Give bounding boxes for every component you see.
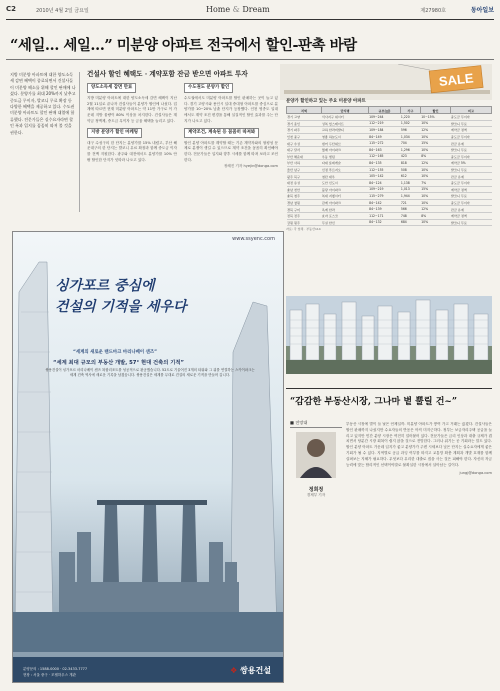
table-grid <box>286 106 492 226</box>
table-header-cell: 가구 <box>400 107 420 114</box>
apartment-complex-photo <box>286 296 492 374</box>
table-cell: 강원 원주 <box>287 219 322 226</box>
table-cell: 우동 센텀 <box>321 153 368 160</box>
table-cell: 중도금 무이자 <box>450 133 491 140</box>
section-box-heading: 양도소득세 감면 만료 <box>87 83 136 93</box>
table-row <box>287 140 492 147</box>
table-header-cell: 단지명 <box>321 107 368 114</box>
ad-tagline <box>55 276 186 318</box>
table-cell: 신정 푸르지오 <box>321 166 368 173</box>
table-row <box>287 114 492 121</box>
table-cell: 충북 청주 <box>287 193 322 200</box>
ad-tagline-line-2: 건설의 기적을 세우다 <box>55 299 187 315</box>
table-cell: 잔금 유예 <box>450 206 491 213</box>
table-cell: 84~132 <box>369 219 401 226</box>
table-cell: 월배 아이파크 <box>321 146 368 153</box>
table-cell: 발코니 무료 <box>450 120 491 127</box>
table-cell: 818 <box>400 160 420 167</box>
table-cell: 계약금 정액 <box>450 127 491 134</box>
table-cell: 84~163 <box>369 146 401 153</box>
ad-contact-line-1: 분양문의 : 1588-0000 · 02-3433-7777 <box>23 667 88 671</box>
ad-copy-headline: “세계 최대 규모의 부동산 개발, 57° 현대 건축의 기적” <box>53 360 184 366</box>
table-cell: 684 <box>400 219 420 226</box>
ad-tagline-line-1: 싱가포르 중심에 <box>55 278 155 294</box>
table-cell: 복대 지웰시티 <box>321 193 368 200</box>
table-row <box>287 199 492 206</box>
table-cell: 12% <box>421 206 451 213</box>
table-cell: 도안 신도시 <box>321 179 368 186</box>
table-cell: 1,296 <box>400 146 420 153</box>
table-cell: 10~15% <box>421 114 451 121</box>
table-cell: 잔금 유예 <box>450 140 491 147</box>
table-cell: 발코니 무료 <box>450 193 491 200</box>
section-title-b: Dream <box>242 5 270 14</box>
sale-sign-image <box>280 64 492 100</box>
table-cell: 교하 한라비발디 <box>321 127 368 134</box>
table-cell: 112~219 <box>369 120 401 127</box>
headline-rule <box>6 59 494 60</box>
table-cell: 울산 남구 <box>287 166 322 173</box>
header-rule <box>6 19 494 20</box>
article-column-2 <box>184 80 278 230</box>
table-cell: 84~124 <box>369 179 401 186</box>
ad-copy-body: 쌍용건설이 싱가포르 마리나베이 샌즈 복합리조트를 성공적으로 완공했습니다. 52도로 기울어진 3개의 타워와 그 위를 연결하는 스카이파크는 세계 건축 역사에 새로운 기록을 남겼습니다. 쌍용건설은 세계를 무대로 건설의 새로운 기적을 만들어 갑니다. <box>45 368 255 378</box>
table-cell: 충남 천안 <box>287 186 322 193</box>
article-text: 수도권에서도 미분양 아파트를 할인 판매하는 곳이 늘고 있다. 경기 고양시와 용인시 일대 중대형 아파트를 중심으로 분양가를 10~20% 낮춘 단지가 등장했다. 인천 영종도 일대에서도 계약 조건 변경을 통해 실질적인 할인 효과를 주는 단지가 나오고 있다. <box>184 95 278 123</box>
article-column-1 <box>87 80 177 230</box>
table-cell: 잔금 유예 <box>450 173 491 180</box>
table-cell: 발코니 무료 <box>450 166 491 173</box>
table-cell: 10% <box>421 166 451 173</box>
table-cell: 경기 용인 <box>287 120 322 127</box>
table-cell: 계약금 5% <box>450 160 491 167</box>
table-header-cell: 할인 <box>421 107 451 114</box>
sale-sign-text: SALE <box>438 70 475 89</box>
section-title: Home & Dream <box>206 5 270 14</box>
table-header-cell: 규모(㎡) <box>369 107 401 114</box>
table-cell: 옥계 한라 <box>321 206 368 213</box>
newspaper-name: 동아일보 <box>470 7 494 14</box>
table-cell: 대구 달서 <box>287 146 322 153</box>
table-cell: 748 <box>400 212 420 219</box>
table-cell: 광주 북구 <box>287 173 322 180</box>
table-cell: 84~135 <box>369 160 401 167</box>
table-cell: 105~142 <box>369 173 401 180</box>
table-cell: 596 <box>400 127 420 134</box>
table-cell: 112~171 <box>369 212 401 219</box>
table-cell: 1,013 <box>400 186 420 193</box>
table-row <box>287 179 492 186</box>
section-box-heading: 지방 분양가 할인 마케팅 <box>87 128 142 138</box>
table-cell: 경북 구미 <box>287 206 322 213</box>
section-title-a: Home <box>206 5 231 14</box>
table-cell: 경기 파주 <box>287 127 322 134</box>
lead-summary: 지방 미분양 아파트에 대한 양도소득세 감면 혜택이 종료되면서 건설사들이 미분양 해소를 위해 할인 판매에 나섰다. 분양가를 최대 20%까지 낮추고 중도금 무이자, 발코니 무료 확장 등 다양한 혜택을 제공하고 있다. 수도권 미분양 아파트도 할인 판매 대열에 합류했다. 전문가들은 실수요자라면 할인 폭과 입지를 꼼꼼히 따져 볼 것을 권한다. <box>10 72 80 212</box>
table-cell: 1,502 <box>400 120 420 127</box>
table-row <box>287 173 492 180</box>
table-cell: 범어 두산위브 <box>321 140 368 147</box>
table-cell: 10% <box>421 173 451 180</box>
ad-copy-quote: “세계의 새로운 랜드마크 마리나베이 샌즈” <box>73 350 157 355</box>
table-cell: 84~149 <box>369 133 401 140</box>
table-cell: 전북 전주 <box>287 212 322 219</box>
table-cell: 508 <box>400 166 420 173</box>
table-cell: 109~219 <box>369 186 401 193</box>
table-cell: 10% <box>421 219 451 226</box>
table-cell: 불당 아이파크 <box>321 186 368 193</box>
table-cell: 84~142 <box>369 199 401 206</box>
table-header-cell: 비고 <box>450 107 491 114</box>
table-cell: 12% <box>421 127 451 134</box>
table-cell: 부산 사하 <box>287 160 322 167</box>
table-cell: 중도금 무이자 <box>450 114 491 121</box>
table-cell: 발코니 무료 <box>450 146 491 153</box>
table-cell: 612 <box>400 173 420 180</box>
author-role: 경제부 기자 <box>306 493 326 497</box>
column-headline: “감감한 부동산시장, 그나마 볕 뿔릴 건~” <box>290 397 458 407</box>
table-header-cell: 지역 <box>287 107 322 114</box>
section-box-heading: 계약조건, 계속된 등 꼼꼼히 따져봐 <box>184 128 259 138</box>
column-text: 부동산 시장에 볕이 들 날은 언제일까. 미분양 아파트가 쌓여 가고 거래는 끊겼다. 건설사들은 할인 판매까지 나섰지만 수요자들의 반응은 아직 미지근하다. 정부는 보금자리주택 공급을 늘리고 있지만 민간 분양 시장은 여전히 얼어붙어 있다. 전문가들은 금리 인상과 대출 규제가 겹치면서 당분간 시장 회복이 쉽지 않을 것으로 전망한다. 그러나 위기는 곧 기회라는 말도 있다. 할인 분양 아파트 가운데 입지가 좋고 분양가가 주변 시세보다 낮은 단지는 실수요자에게 좋은 기회가 될 수 있다. 지역별로 공급 과잉 여부를 따지고 교통망 확충 계획과 개발 호재를 함께 살펴보는 지혜가 필요하다. 무엇보다 무리한 대출로 집을 사는 것은 피해야 한다. 자신의 자금 능력에 맞는 합리적인 선택이야말로 불확실한 시장에서 살아남는 길이다. <box>346 422 492 467</box>
table-cell: 1,944 <box>400 193 420 200</box>
article-text: 대구 수성구의 한 단지는 분양가를 15% 내렸고, 부산 해운대구의 한 단지는 발코니 무료 확장과 함께 중도금 이자를 전액 지원한다. 광주와 대전에서도 분양가를 10% 안팎 할인한 단지가 잇따라 나오고 있다. <box>87 140 177 162</box>
issue-date: 2010년 4월 2일 금요일 <box>36 8 89 14</box>
page-header <box>6 4 494 18</box>
ad-logo <box>230 665 271 676</box>
article-byline: 정혜진 기자 hyejin@donga.com <box>223 163 278 168</box>
table-cell: 566 <box>400 206 420 213</box>
table-cell: 식사지구 위시티 <box>321 114 368 121</box>
table-row <box>287 219 492 226</box>
ad-logo-text: 쌍용건설 <box>240 666 271 675</box>
article-text: 할인 분양 아파트를 계약할 때는 기존 계약자와의 형평성 문제로 분쟁이 생길 수 있으므로 계약 조건을 꼼꼼히 확인해야 한다. 전문가들은 입지와 향후 시세를 함께 따져 보라고 조언한다. <box>184 140 278 162</box>
author-name: 정희정 <box>308 487 324 493</box>
table-cell: 15% <box>421 140 451 147</box>
advertisement <box>12 231 284 683</box>
table-cell: 경기 고양 <box>287 114 322 121</box>
ad-website: www.ssyenc.com <box>232 236 275 242</box>
column-body <box>346 422 492 684</box>
author-portrait-avatar <box>296 432 336 478</box>
table-cell: 경남 창원 <box>287 199 322 206</box>
table-cell: 1,138 <box>400 179 420 186</box>
table-cell: 109~244 <box>369 114 401 121</box>
ad-contact-line-2: 현장 : 서울 중구 · 모델하우스 개관 <box>23 672 76 677</box>
table-cell: 10% <box>421 133 451 140</box>
table-cell: 721 <box>400 199 420 206</box>
sub-headline: 건설사 할인 혜택도 · 계약포함 잔금 받으면 아파트 투자 <box>87 70 248 78</box>
table-cell: 중도금 무이자 <box>450 153 491 160</box>
table-cell: 12% <box>421 160 451 167</box>
table-cell: 112~165 <box>369 153 401 160</box>
main-headline: “세일… 세일…” 미분양 아파트 전국에서 할인-판촉 바람 <box>10 37 357 54</box>
table-cell: 성복 힐스테이트 <box>321 120 368 127</box>
table-cell: 계약금 정액 <box>450 186 491 193</box>
column-label: ■ 전망대 <box>290 420 342 428</box>
issue-number: 제27980호 <box>420 8 446 14</box>
section-box-heading: 수도권도 분양가 할인 <box>184 83 233 93</box>
table-cell: 109~184 <box>369 127 401 134</box>
ad-contact <box>23 667 87 678</box>
page-number: C2 <box>6 5 17 13</box>
table-cell: 대구 수성 <box>287 140 322 147</box>
table-row <box>287 186 492 193</box>
table-cell: 무실 한신 <box>321 219 368 226</box>
table-cell: 발코니 무료 <box>450 219 491 226</box>
table-cell: 10% <box>421 120 451 127</box>
table-cell: 부산 해운대 <box>287 153 322 160</box>
table-cell: 7% <box>421 179 451 186</box>
table-cell: 1,034 <box>400 133 420 140</box>
table-row <box>287 212 492 219</box>
table-cell: 115~279 <box>369 193 401 200</box>
table-row <box>287 153 492 160</box>
ad-logo-icon: ❖ <box>230 666 238 675</box>
table-row <box>287 133 492 140</box>
table-cell: 효자 포스코 <box>321 212 368 219</box>
table-cell: 704 <box>400 140 420 147</box>
discount-table <box>286 98 492 294</box>
table-row <box>287 160 492 167</box>
table-cell: 다대 롯데캐슬 <box>321 160 368 167</box>
table-row <box>287 146 492 153</box>
table-cell: 중도금 무이자 <box>450 199 491 206</box>
table-cell: 첨단 대우 <box>321 173 368 180</box>
table-cell: 인천 중구 <box>287 133 322 140</box>
column-label-text: 전망대 <box>295 420 308 425</box>
table-row <box>287 206 492 213</box>
column-byline: jungj@donga.com <box>459 471 492 476</box>
article-text: 지방 미분양 아파트에 대한 양도소득세 감면 혜택이 지난 2월 11일로 끝나자 건설사들이 분양가 할인에 나섰다. 업계에 따르면 현재 미분양 아파트는 약 11만 가구로 이 가운데 지방 물량이 80% 이상을 차지한다. 건설사들은 계약금 정액제, 중도금 무이자 등 금융 혜택을 늘리고 있다. <box>87 95 177 123</box>
table-cell: 8% <box>421 212 451 219</box>
table-cell: 15% <box>421 186 451 193</box>
table-row <box>287 166 492 173</box>
table-cell: 423 <box>400 153 420 160</box>
column-author-box <box>290 420 342 686</box>
table-cell: 115~272 <box>369 140 401 147</box>
table-cell: 중도금 무이자 <box>450 179 491 186</box>
table-row <box>287 193 492 200</box>
table-cell: 대전 유성 <box>287 179 322 186</box>
table-cell: 감계 아이파크 <box>321 199 368 206</box>
column-rule <box>286 388 492 389</box>
table-row <box>287 127 492 134</box>
table-cell: 10% <box>421 199 451 206</box>
table-source: 자료: 각 업체 · 부동산114 <box>286 227 321 232</box>
table-row <box>287 120 492 127</box>
table-cell: 8% <box>421 153 451 160</box>
table-cell: 계약금 정액 <box>450 212 491 219</box>
table-cell: 10% <box>421 193 451 200</box>
table-cell: 84~139 <box>369 206 401 213</box>
table-cell: 1,220 <box>400 114 420 121</box>
table-cell: 10% <box>421 146 451 153</box>
table-cell: 112~155 <box>369 166 401 173</box>
table-cell: 영종 하늘도시 <box>321 133 368 140</box>
table-title: 분양가 할인하고 있는 주요 미분양 아파트 <box>286 99 366 104</box>
